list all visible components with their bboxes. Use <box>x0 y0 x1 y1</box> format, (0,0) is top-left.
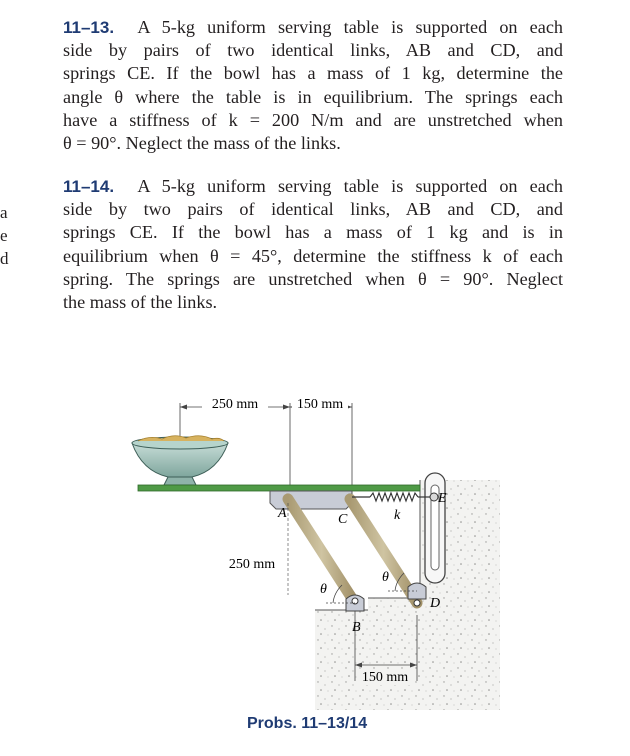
problem-line: 11–14. A 5-kg uniform serving table is supported on each <box>63 176 563 196</box>
problem-line: θ = 90°. Neglect the mass of the links. <box>63 133 341 154</box>
problem-line: spring. The springs are unstretched when θ = 90°. Neglect <box>63 268 563 289</box>
problem-line: angle θ where the table is in equilibrium. The springs each <box>63 86 563 107</box>
bowl <box>132 436 228 485</box>
label-theta-1: θ <box>320 582 327 597</box>
label-a: A <box>278 506 287 521</box>
problem-11-13 <box>63 16 563 155</box>
problem-line: side by two pairs of identical links, AB and CD, and <box>63 199 563 220</box>
problem-line: springs CE. If the bowl has a mass of 1 kg, determine the <box>63 63 563 84</box>
problem-line: springs CE. If the bowl has a mass of 1 kg and is in <box>63 222 563 243</box>
label-b: B <box>352 620 361 635</box>
slot-plate <box>425 473 445 583</box>
problem-line: have a stiffness of k = 200 N/m and are unstretched when <box>63 109 563 130</box>
label-k: k <box>394 508 401 523</box>
problem-line: 11–13. A 5-kg uniform serving table is supported on each <box>63 17 563 37</box>
dim-bottom-label: 150 mm <box>361 670 409 685</box>
figure-caption: Probs. 11–13/14 <box>247 715 368 732</box>
serving-table-figure <box>120 385 500 710</box>
dim-top-left-label: 250 mm <box>211 397 259 412</box>
dim-middle-label: 250 mm <box>228 557 276 572</box>
problem-number: 11–14. <box>63 177 115 196</box>
label-c: C <box>338 512 348 527</box>
problem-number: 11–13. <box>63 18 115 37</box>
margin-fragment-3: d <box>0 249 9 268</box>
problem-line: side by pairs of two identical links, AB and CD, and <box>63 40 563 61</box>
link-cd <box>350 499 417 603</box>
margin-fragment-2: e <box>0 226 8 245</box>
margin-fragment-1: a <box>0 203 8 222</box>
problem-line: equilibrium when θ = 45°, determine the stiffness k of each <box>63 245 563 266</box>
label-theta-2: θ <box>382 570 389 585</box>
label-d: D <box>430 596 441 611</box>
dim-top-right-label: 150 mm <box>296 397 344 412</box>
problem-11-14 <box>63 175 563 314</box>
table-top <box>138 485 420 491</box>
label-e: E <box>438 491 447 506</box>
problem-line: the mass of the links. <box>63 292 218 313</box>
